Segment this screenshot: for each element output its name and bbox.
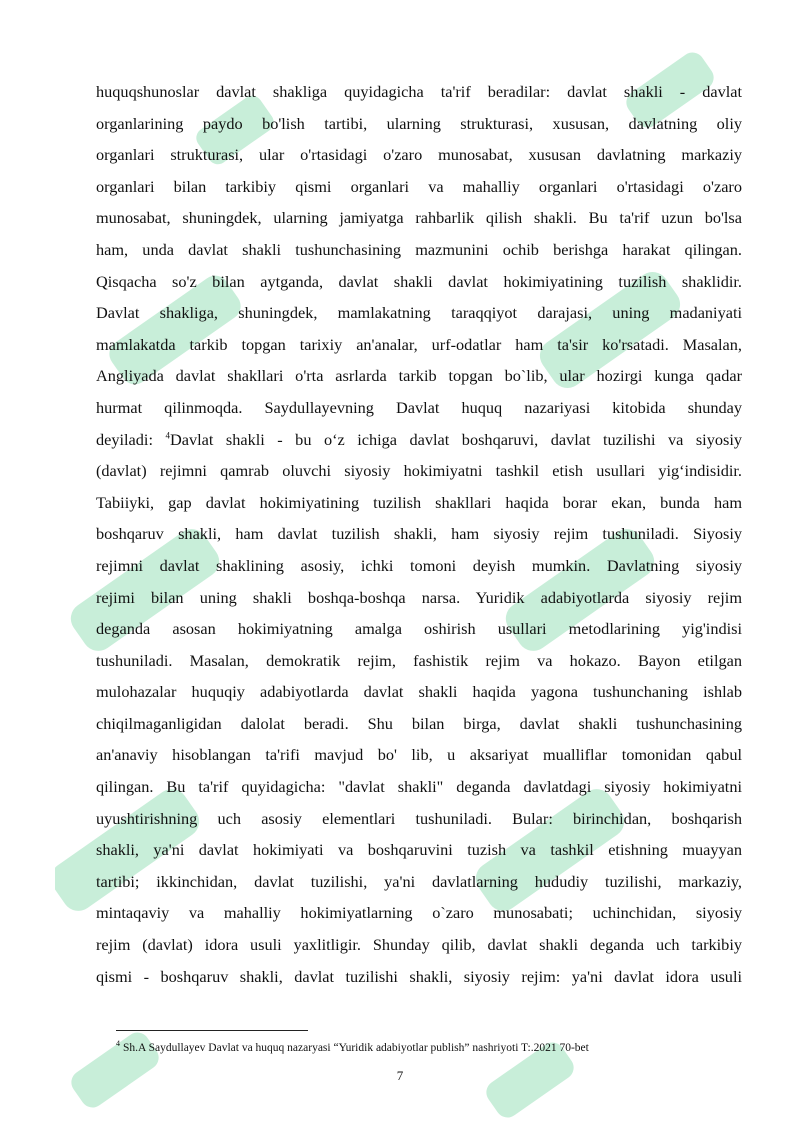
body-line: tushuniladi. Masalan, demokratik rejim, fashistik rejim va hokazo. Bayon etilgan [96,650,742,670]
body-line: mulohazalar huquqiy adabiyotlarda davlat shakli haqida yagona tushunchaning ishlab [96,682,742,702]
body-line: tartibi; ikkinchidan, davlat tuzilishi, ya'ni davlatlarning hududiy tuzilishi, markaziy, [96,871,742,891]
body-text [96,76,742,992]
body-line: organlarining paydo bo'lish tartibi, ularning strukturasi, xususan, davlatning oliy [96,113,742,133]
footnote-mark: 4 [116,1039,120,1049]
body-line: qilingan. Bu ta'rif quyidagicha: "davlat shakli" deganda davlatdagi siyosiy hokimiyatni [96,777,742,797]
body-line: uyushtirishning uch asosiy elementlari tushuniladi. Bular: birinchidan, boshqarish [96,808,742,828]
body-line: qismi - boshqaruv shakli, davlat tuzilishi shakli, siyosiy rejim: ya'ni davlat idora usuli [96,966,742,986]
body-line: rejimi bilan uning shakli boshqa-boshqa narsa. Yuridik adabiyotlarda siyosiy rejim [96,587,742,607]
body-line: mintaqaviy va mahalliy hokimiyatlarning o`zaro munosabati; uchinchidan, siyosiy [96,903,742,923]
page-number: 7 [396,1068,404,1083]
footnote-text: Sh.A Saydullayev Davlat va huquq nazaryasi “Yuridik adabiyotlar publish” nashriyoti T:.2021 70-bet [123,1042,589,1054]
body-line: Tabiiyki, gap davlat hokimiyatining tuzilish shakllari haqida borar ekan, bunda ham [96,492,742,512]
body-line: boshqaruv shakli, ham davlat tuzilish shakli, ham siyosiy rejim tushuniladi. Siyosiy [96,524,742,544]
body-line [96,424,742,456]
body-line: organlari strukturasi, ular o'rtasidagi o'zaro munosabat, xususan davlatning markaziy [96,145,742,165]
body-line: ham, unda davlat shakli tushunchasining mazmunini ochib berishga harakat qilingan. [96,239,742,259]
body-line: Qisqacha so'z bilan aytganda, davlat shakli davlat hokimiyatining tuzilish shaklidir. [96,271,742,291]
quote-line-after: Davlat shakli - bu o‘z ichiga davlat boshqaruvi, davlat tuzilishi va siyosiy [169,429,742,449]
body-line: Angliyada davlat shakllari o'rta asrlarda tarkib topgan bo`lib, ular hozirgi kunga qadar [96,366,742,386]
body-line: deganda asosan hokimiyatning amalga oshirish usullari metodlarining yig'indisi [96,619,742,639]
body-line: huquqshunoslar davlat shakliga quyidagicha ta'rif beradilar: davlat shakli - davlat [96,82,742,101]
body-line: organlari bilan tarkibiy qismi organlari va mahalliy organlari o'rtasidagi o'zaro [96,176,742,196]
body-line: Davlat shakliga, shuningdek, mamlakatning taraqqiyot darajasi, uning madaniyati [96,303,742,323]
quote-line-before: deyiladi: [96,429,166,449]
body-line: rejim (davlat) idora usuli yaxlitligir. Shunday qilib, davlat shakli deganda uch tarkibiy [96,935,742,955]
body-line: an'anaviy hisoblangan ta'rifi mavjud bo' lib, u aksariyat mualliflar tomonidan qabul [96,745,742,765]
body-line: rejimni davlat shaklining asosiy, ichki tomoni deyish mumkin. Davlatning siyosiy [96,555,742,575]
footnote-separator [116,1030,308,1031]
body-line: munosabat, shuningdek, ularning jamiyatga rahbarlik qilish shakli. Bu ta'rif uzun bo'lsa [96,208,742,228]
body-line: mamlakatda tarkib topgan tarixiy an'analar, urf-odatlar ham ta'sir ko'rsatadi. Masalan, [96,334,742,354]
footnote-reference: 4 [165,430,170,441]
body-line: hurmat qilinmoqda. Saydullayevning Davlat huquq nazariyasi kitobida shunday [96,397,742,417]
footnote [116,1040,756,1056]
body-line: (davlat) rejimni qamrab oluvchi siyosiy hokimiyatni tashkil etish usullari yig‘indisidir. [96,461,742,481]
body-line: chiqilmaganligidan dalolat beradi. Shu bilan birga, davlat shakli tushunchasining [96,713,742,733]
body-line: shakli, ya'ni davlat hokimiyati va boshqaruvini tuzish va tashkil etishning muayyan [96,840,742,860]
